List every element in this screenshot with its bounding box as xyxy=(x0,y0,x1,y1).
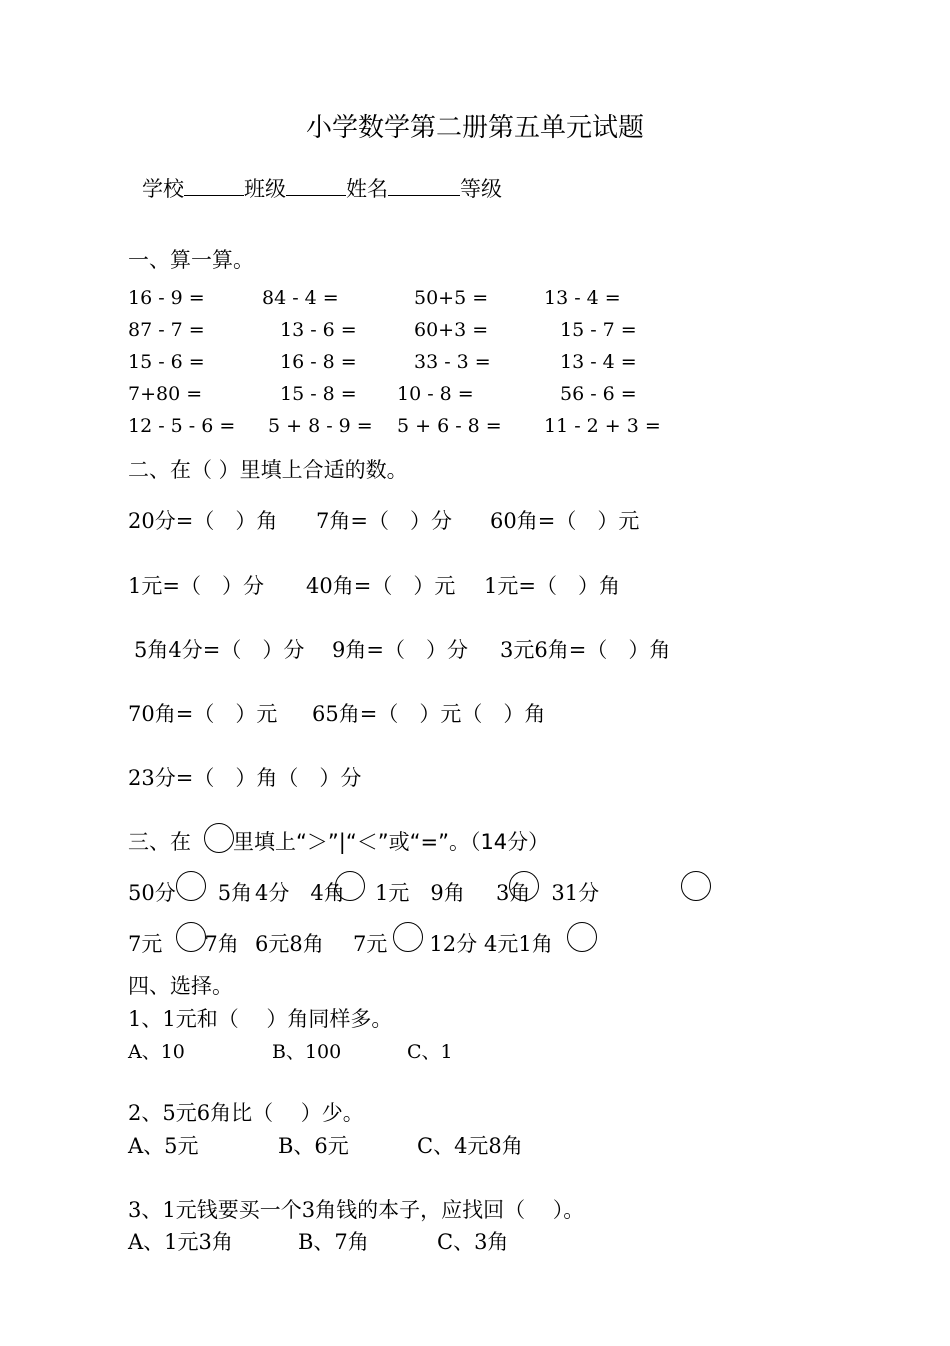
question-text: 2、5元6角比（ ）少。 xyxy=(128,1101,364,1125)
calc-item: 5 + 6 - 8 = xyxy=(397,415,502,437)
calc-item: 5 + 8 - 9 = xyxy=(268,415,373,437)
calc-item: 15 - 6 = xyxy=(128,351,205,373)
compare-circle[interactable] xyxy=(176,922,206,952)
conversion-item: 20分=（ ）角 xyxy=(128,509,278,533)
calc-item: 87 - 7 = xyxy=(128,319,205,341)
compare-circle[interactable] xyxy=(176,871,206,901)
school-blank[interactable] xyxy=(184,175,244,196)
compare-item: 6元8角 xyxy=(255,932,324,956)
class-blank[interactable] xyxy=(286,175,346,196)
section-2-heading: 二、在（ ）里填上合适的数。 xyxy=(128,458,408,482)
calc-item: 15 - 7 = xyxy=(560,319,637,341)
option-a[interactable]: A、1元3角 xyxy=(128,1230,233,1254)
section-1-heading: 一、算一算。 xyxy=(128,248,254,272)
conversion-item: 1元=（ ）分 xyxy=(128,574,264,598)
calc-item: 16 - 9 = xyxy=(128,287,205,309)
calc-item: 56 - 6 = xyxy=(560,383,637,405)
calc-item: 84 - 4 = xyxy=(262,287,339,309)
compare-item: 7元 12分 xyxy=(353,932,478,956)
conversion-item: 40角=（ ）元 xyxy=(306,574,456,598)
compare-item: 7元 7角 xyxy=(128,932,239,956)
name-label: 姓名 xyxy=(346,177,388,201)
calc-item: 50+5 = xyxy=(414,287,489,309)
conversion-item: 3元6角=（ ）角 xyxy=(500,638,671,662)
calc-item: 33 - 3 = xyxy=(414,351,491,373)
calc-item: 16 - 8 = xyxy=(280,351,357,373)
school-label: 学校 xyxy=(142,177,184,201)
section-4-heading: 四、选择。 xyxy=(128,974,233,998)
grade-label: 等级 xyxy=(460,177,502,201)
class-label: 班级 xyxy=(244,177,286,201)
compare-circle[interactable] xyxy=(567,922,597,952)
calc-item: 13 - 6 = xyxy=(280,319,357,341)
calc-item: 60+3 = xyxy=(414,319,489,341)
compare-circle-example xyxy=(204,823,234,853)
option-b[interactable]: B、6元 xyxy=(278,1134,349,1158)
calc-item: 11 - 2 + 3 = xyxy=(544,415,661,437)
option-c[interactable]: C、4元8角 xyxy=(417,1134,523,1158)
student-info-line xyxy=(142,173,502,203)
question-text: 3、1元钱要买一个3角钱的本子，应找回（ ）。 xyxy=(128,1198,585,1222)
conversion-item: 9角=（ ）分 xyxy=(332,638,468,662)
compare-circle[interactable] xyxy=(335,871,365,901)
calc-item: 10 - 8 = xyxy=(397,383,474,405)
option-a[interactable]: A、10 xyxy=(128,1041,185,1063)
calc-item: 12 - 5 - 6 = xyxy=(128,415,236,437)
compare-circle[interactable] xyxy=(509,871,539,901)
page-title: 小学数学第二册第五单元试题 xyxy=(305,113,644,143)
calc-item: 13 - 4 = xyxy=(544,287,621,309)
conversion-item: 5角4分=（ ）分 xyxy=(134,638,305,662)
compare-circle[interactable] xyxy=(681,871,711,901)
conversion-item: 7角=（ ）分 xyxy=(316,509,452,533)
option-c[interactable]: C、3角 xyxy=(437,1230,509,1254)
compare-item: 4元1角 xyxy=(484,932,553,956)
conversion-item: 65角=（ ）元（ ）角 xyxy=(312,702,546,726)
option-b[interactable]: B、7角 xyxy=(298,1230,369,1254)
compare-item: 3角 31分 xyxy=(496,881,600,905)
compare-circle[interactable] xyxy=(393,922,423,952)
name-blank[interactable] xyxy=(388,175,460,196)
conversion-item: 70角=（ ）元 xyxy=(128,702,278,726)
conversion-item: 23分=（ ）角（ ）分 xyxy=(128,766,362,790)
section-3-heading: 三、在 里填上“＞”|“＜”或“=”。（14分） xyxy=(128,830,550,854)
option-c[interactable]: C、1 xyxy=(407,1041,453,1063)
option-b[interactable]: B、100 xyxy=(272,1041,342,1063)
compare-item: 50分 5角 xyxy=(128,881,253,905)
calc-item: 13 - 4 = xyxy=(560,351,637,373)
compare-item: 1元 9角 xyxy=(375,881,465,905)
conversion-item: 60角=（ ）元 xyxy=(490,509,640,533)
question-text: 1、1元和（ ）角同样多。 xyxy=(128,1007,393,1031)
option-a[interactable]: A、5元 xyxy=(128,1134,199,1158)
conversion-item: 1元=（ ）角 xyxy=(484,574,620,598)
calc-item: 7+80 = xyxy=(128,383,203,405)
compare-item: 4分 4角 xyxy=(255,881,345,905)
calc-item: 15 - 8 = xyxy=(280,383,357,405)
